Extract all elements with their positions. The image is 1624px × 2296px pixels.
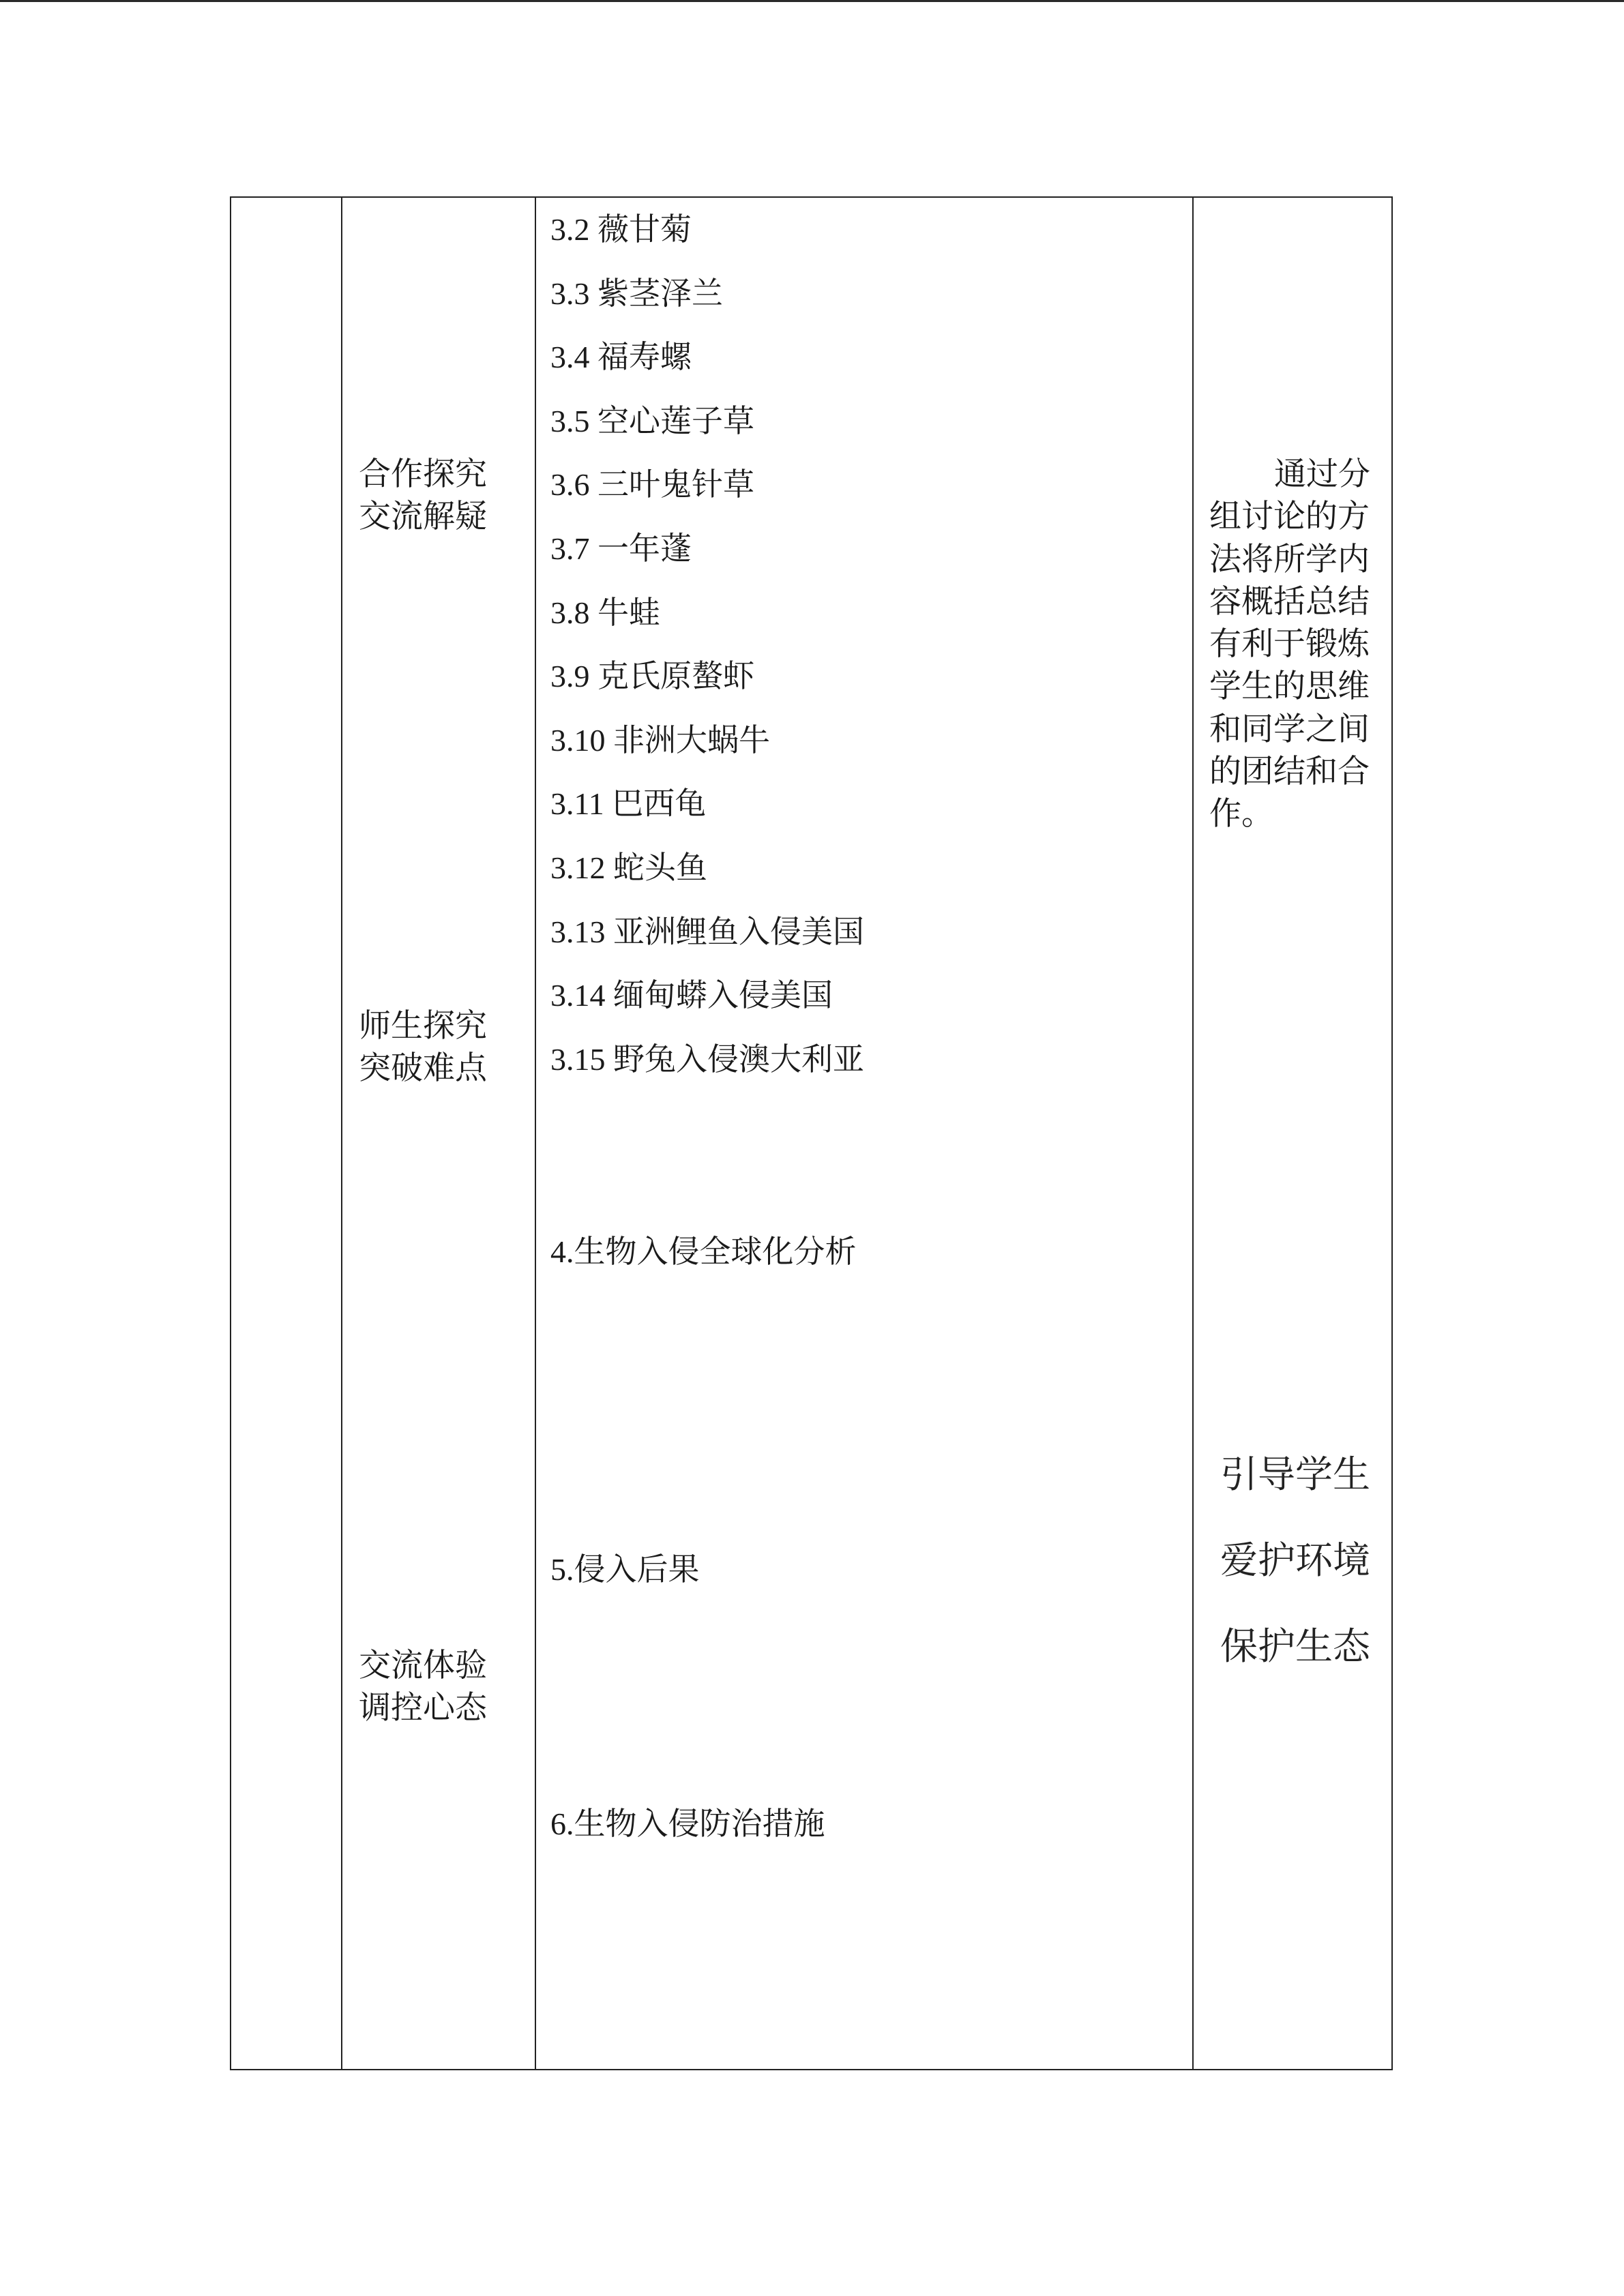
- list-item: 3.6 三叶鬼针草: [550, 467, 754, 503]
- page-top-edge: [0, 0, 1624, 2]
- stage-line: 交流体验: [359, 1648, 487, 1684]
- intent-line: 有利于锻炼: [1209, 627, 1370, 663]
- section-heading-prevention: 6.生物入侵防治措施: [550, 1806, 825, 1841]
- intent-line: 容概括总结: [1209, 584, 1370, 620]
- list-item: 3.15 野兔入侵澳大利亚: [550, 1041, 864, 1077]
- stage-cooperative-inquiry: [359, 453, 529, 538]
- stage-line: 合作探究: [359, 457, 487, 492]
- list-item: 3.5 空心莲子草: [550, 403, 754, 438]
- list-item: 3.9 克氏原螯虾: [550, 659, 754, 694]
- slogan-line: 保护生态: [1220, 1624, 1370, 1668]
- list-item: 3.4 福寿螺: [550, 340, 692, 375]
- section-heading-consequences: 5.侵入后果: [550, 1552, 700, 1587]
- intent-line: 的团结和合: [1209, 754, 1370, 790]
- section-heading-globalization: 4.生物入侵全球化分析: [550, 1234, 857, 1269]
- stage-teacher-student-inquiry: [359, 1005, 529, 1090]
- intent-line: 学生的思维: [1209, 669, 1370, 705]
- list-item: 3.3 紫茎泽兰: [550, 275, 723, 311]
- list-item: 3.13 亚洲鲤鱼入侵美国: [550, 914, 864, 949]
- list-item: 3.11 巴西龟: [550, 786, 707, 822]
- intent-line: 法将所学内: [1209, 541, 1370, 578]
- list-item: 3.14 缅甸蟒入侵美国: [550, 978, 833, 1013]
- intent-line: 组讨论的方: [1209, 499, 1370, 535]
- column-divider-3: [1192, 196, 1194, 2070]
- intent-line: 和同学之间: [1209, 711, 1370, 747]
- stage-line: 师生探究: [359, 1009, 487, 1044]
- slogan-line: 爱护环境: [1220, 1538, 1370, 1582]
- intent-line: 作。: [1209, 796, 1273, 833]
- list-item: 3.7 一年蓬: [550, 531, 692, 566]
- stage-line: 突破难点: [359, 1051, 487, 1086]
- list-item: 3.2 薇甘菊: [550, 212, 692, 247]
- list-item: 3.12 蛇头鱼: [550, 850, 707, 885]
- column-divider-1: [341, 196, 342, 2070]
- list-item: 3.8 牛蛙: [550, 595, 660, 630]
- stage-line: 调控心态: [359, 1690, 487, 1726]
- species-list: [550, 198, 1185, 1091]
- stage-exchange-experience: [359, 1645, 529, 1729]
- design-intent-paragraph: [1209, 453, 1387, 836]
- stage-line: 交流解疑: [359, 499, 487, 535]
- slogan-line: 引导学生: [1220, 1452, 1370, 1496]
- list-item: 3.10 非洲大蜗牛: [550, 722, 770, 758]
- intent-line: 通过分: [1274, 457, 1370, 492]
- environmental-slogan: [1206, 1431, 1385, 1689]
- column-divider-2: [535, 196, 536, 2070]
